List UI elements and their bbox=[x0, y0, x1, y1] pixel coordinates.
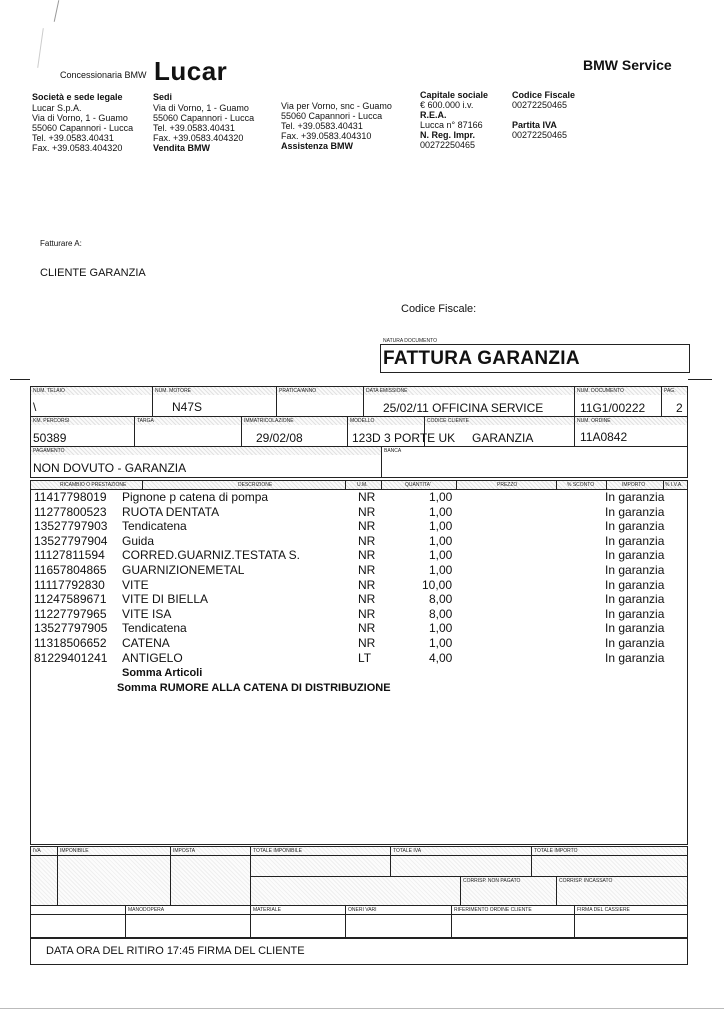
row-desc: VITE ISA bbox=[122, 606, 172, 621]
row-qty: 1,00 bbox=[429, 548, 453, 563]
grid-line bbox=[574, 386, 575, 416]
grid-line bbox=[30, 855, 688, 856]
row-importo: In garanzia bbox=[605, 490, 665, 504]
num-documento-value: 11G1/00222 bbox=[580, 401, 646, 415]
header-quantita: QUANTITA' bbox=[405, 482, 431, 488]
capitale-title: Capitale sociale bbox=[420, 90, 489, 100]
row-um: NR bbox=[358, 533, 376, 548]
table-row bbox=[34, 636, 664, 651]
grid-line bbox=[241, 416, 242, 446]
data-emissione-label: DATA EMISSIONE bbox=[366, 388, 408, 394]
row-desc: VITE DI BIELLA bbox=[122, 592, 209, 607]
row-qty: 4,00 bbox=[429, 650, 453, 665]
num-documento-label: NUM. DOCUMENTO bbox=[577, 388, 624, 394]
scan-mark bbox=[37, 28, 44, 68]
piva-title: Partita IVA bbox=[512, 120, 557, 130]
summary-articoli: Somma Articoli bbox=[122, 667, 203, 679]
row-code: 13527797905 bbox=[34, 621, 108, 636]
fiscal-col bbox=[512, 90, 575, 140]
num-ordine-value: 11A0842 bbox=[580, 430, 628, 444]
grid-line bbox=[30, 446, 688, 447]
table-row bbox=[34, 548, 664, 563]
grid-line bbox=[574, 905, 575, 938]
row-importo: In garanzia bbox=[605, 606, 665, 621]
nreg-value: 00272250465 bbox=[420, 140, 476, 150]
row-desc: RUOTA DENTATA bbox=[122, 504, 220, 519]
header-um: U.M. bbox=[357, 482, 368, 488]
row-desc: Guida bbox=[122, 533, 155, 548]
row-importo: In garanzia bbox=[605, 650, 665, 665]
row-qty: 1,00 bbox=[429, 563, 453, 577]
row-importo: In garanzia bbox=[605, 592, 665, 607]
col2-line: Fax. +39.0583.404320 bbox=[153, 133, 244, 143]
grid-line bbox=[456, 480, 457, 489]
table-row bbox=[34, 563, 664, 578]
grid-line bbox=[574, 416, 575, 446]
rea-value: Lucca n° 87166 bbox=[420, 120, 483, 130]
grid-line bbox=[381, 480, 382, 489]
col3-bold: Assistenza BMW bbox=[281, 141, 354, 151]
fatturare-label: Fatturare A: bbox=[40, 239, 82, 248]
totale-iva-label: TOTALE IVA bbox=[393, 848, 422, 854]
col2-bold: Vendita BMW bbox=[153, 143, 211, 153]
codice-fiscale-label: Codice Fiscale: bbox=[401, 303, 477, 315]
row-code: 13527797904 bbox=[34, 533, 108, 548]
row-code: 11318506652 bbox=[34, 636, 107, 650]
header-descrizione: DESCRIZIONE bbox=[238, 482, 273, 488]
row-importo: In garanzia bbox=[605, 533, 665, 548]
col1-line: 55060 Capannori - Lucca bbox=[32, 123, 134, 133]
codice-cliente-label: CODICE CLIENTE bbox=[427, 418, 469, 424]
grid-line bbox=[30, 416, 688, 417]
grid-line bbox=[170, 846, 171, 905]
col2-title: Sedi bbox=[153, 92, 173, 102]
row-um: LT bbox=[358, 650, 372, 665]
grid-line bbox=[531, 846, 532, 876]
grid-line bbox=[142, 480, 143, 489]
table-row bbox=[34, 621, 664, 636]
row-desc: GUARNIZIONEMETAL bbox=[122, 563, 245, 577]
grid-line bbox=[152, 386, 153, 416]
banca-label: BANCA bbox=[384, 448, 402, 454]
imposta-label: IMPOSTA bbox=[173, 848, 196, 854]
immatricolazione-value: 29/02/08 bbox=[256, 431, 303, 445]
row-qty: 1,00 bbox=[429, 636, 453, 650]
row-desc: CORRED.GUARNIZ.TESTATA S. bbox=[122, 548, 301, 563]
row-importo: In garanzia bbox=[605, 636, 665, 650]
row-desc: Pignone p catena di pompa bbox=[122, 490, 269, 504]
row-um: NR bbox=[358, 563, 376, 577]
row-importo: In garanzia bbox=[605, 577, 665, 592]
summary-rumore: Somma RUMORE ALLA CATENA DI DISTRIBUZIONE bbox=[117, 682, 391, 694]
row-um: NR bbox=[358, 519, 376, 534]
scan-edge bbox=[0, 1008, 724, 1009]
targa-label: TARGA bbox=[137, 418, 154, 424]
cf-value: 00272250465 bbox=[512, 100, 568, 110]
row-qty: 1,00 bbox=[429, 533, 453, 548]
data-emissione-value: 25/02/11 OFFICINA SERVICE bbox=[383, 401, 544, 415]
grid-line bbox=[390, 846, 391, 876]
row-importo: In garanzia bbox=[605, 504, 665, 519]
grid-line bbox=[663, 480, 664, 489]
col1-title: Società e sede legale bbox=[32, 92, 123, 102]
rea-title: R.E.A. bbox=[420, 110, 447, 120]
row-qty: 10,00 bbox=[422, 577, 453, 592]
table-row bbox=[34, 490, 664, 505]
grid-line bbox=[57, 846, 58, 905]
row-um: NR bbox=[358, 577, 376, 592]
grid-line bbox=[30, 914, 688, 915]
row-code: 81229401241 bbox=[34, 650, 108, 665]
bmw-service-title: BMW Service bbox=[583, 57, 672, 73]
col3-line: Via per Vorno, snc - Guamo bbox=[281, 101, 392, 111]
divider bbox=[10, 379, 30, 380]
header-ricambio: RICAMBIO O PRESTAZIONE bbox=[60, 482, 127, 488]
grid-line bbox=[661, 386, 662, 416]
grid-line bbox=[606, 480, 607, 489]
row-qty: 1,00 bbox=[429, 490, 453, 504]
col2-line: Tel. +39.0583.40431 bbox=[153, 123, 235, 133]
grid-line bbox=[345, 905, 346, 938]
totale-imponibile-label: TOTALE IMPONIBILE bbox=[253, 848, 302, 854]
pagamento-label: PAGAMENTO bbox=[33, 448, 65, 454]
manodopera-label: MANODOPERA bbox=[128, 907, 165, 913]
codice-cliente-value: GARANZIA bbox=[472, 431, 534, 445]
num-telaio-value: \ bbox=[33, 400, 37, 414]
col2-line: Via di Vorno, 1 - Guamo bbox=[153, 103, 249, 113]
firma-cassiere-label: FIRMA DEL CASSIERE bbox=[577, 907, 630, 913]
table-row bbox=[34, 592, 664, 607]
concessionaria-label: Concessionaria BMW bbox=[60, 70, 147, 80]
row-importo: In garanzia bbox=[605, 563, 665, 577]
num-motore-value: N47S bbox=[172, 400, 203, 414]
row-code: 11417798019 bbox=[34, 490, 107, 504]
num-ordine-label: NUM. ORDINE bbox=[577, 418, 611, 424]
grid-line bbox=[451, 905, 452, 938]
grid-line bbox=[381, 446, 382, 478]
row-qty: 1,00 bbox=[429, 621, 453, 636]
grid-line bbox=[556, 480, 557, 489]
nreg-title: N. Reg. Impr. bbox=[420, 130, 476, 140]
riferimento-label: RIFERIMENTO ORDINE CLIENTE bbox=[454, 907, 532, 913]
grid-line bbox=[345, 480, 346, 489]
cf-title: Codice Fiscale bbox=[512, 90, 576, 100]
assistenza-col bbox=[281, 101, 392, 151]
row-desc: CATENA bbox=[122, 636, 170, 650]
row-um: NR bbox=[358, 548, 376, 563]
sedi-col bbox=[153, 92, 254, 153]
header-sconto: % SCONTO bbox=[567, 482, 595, 488]
table-row bbox=[34, 607, 664, 622]
row-importo: In garanzia bbox=[605, 621, 665, 636]
row-importo: In garanzia bbox=[605, 548, 665, 563]
pickup-text: DATA ORA DEL RITIRO 17:45 FIRMA DEL CLIENTE bbox=[46, 945, 305, 957]
grid-line bbox=[134, 416, 135, 446]
col3-line: Tel. +39.0583.40431 bbox=[281, 121, 363, 131]
document-title: FATTURA GARANZIA bbox=[383, 348, 580, 369]
shade bbox=[31, 447, 381, 455]
natura-documento-label: NATURA DOCUMENTO bbox=[383, 338, 437, 344]
row-code: 11127811594 bbox=[34, 548, 105, 563]
pag-label: PAG. bbox=[664, 388, 676, 394]
col3-line: Fax. +39.0583.404310 bbox=[281, 131, 372, 141]
header-prezzo: PREZZO bbox=[497, 482, 518, 488]
table-row bbox=[34, 651, 664, 666]
grid-line bbox=[347, 416, 348, 446]
row-qty: 1,00 bbox=[429, 519, 453, 534]
row-um: NR bbox=[358, 606, 376, 621]
company-legal-col bbox=[32, 92, 133, 153]
row-um: NR bbox=[358, 490, 376, 504]
oneri-vari-label: ONERI VARI bbox=[348, 907, 377, 913]
corrisp-non-pagato-label: CORRISP. NON PAGATO bbox=[463, 878, 521, 884]
row-qty: 8,00 bbox=[429, 592, 453, 607]
row-desc: VITE bbox=[122, 577, 149, 592]
corrisp-incassato-label: CORRISP. INCASSATO bbox=[559, 878, 613, 884]
grid-line bbox=[250, 876, 688, 877]
immatricolazione-label: IMMATRICOLAZIONE bbox=[244, 418, 294, 424]
num-motore-label: NUM. MOTORE bbox=[155, 388, 192, 394]
pagamento-value: NON DOVUTO - GARANZIA bbox=[33, 461, 187, 475]
modello-label: MODELLO bbox=[350, 418, 375, 424]
row-code: 11247589671 bbox=[34, 592, 107, 607]
table-row bbox=[34, 578, 664, 593]
grid-line bbox=[30, 905, 688, 906]
brand-logo: Lucar bbox=[154, 56, 228, 86]
row-code: 11117792830 bbox=[34, 577, 105, 592]
pag-value: 2 bbox=[676, 401, 683, 415]
grid-line bbox=[460, 876, 461, 905]
row-code: 11227797965 bbox=[34, 606, 107, 621]
grid-line bbox=[125, 905, 126, 938]
col1-line: Fax. +39.0583.404320 bbox=[32, 143, 123, 153]
row-qty: 8,00 bbox=[429, 606, 453, 621]
row-qty: 1,00 bbox=[429, 504, 453, 519]
materiale-label: MATERIALE bbox=[253, 907, 281, 913]
grid-line bbox=[276, 386, 277, 416]
row-code: 11657804865 bbox=[34, 563, 107, 577]
scan-mark bbox=[54, 0, 60, 22]
col3-line: 55060 Capannori - Lucca bbox=[281, 111, 383, 121]
grid-line bbox=[556, 876, 557, 905]
totale-importo-label: TOTALE IMPORTO bbox=[534, 848, 578, 854]
num-telaio-label: NUM. TELAIO bbox=[33, 388, 65, 394]
piva-value: 00272250465 bbox=[512, 130, 568, 140]
km-label: KM. PERCORSI bbox=[33, 418, 70, 424]
km-value: 50389 bbox=[33, 431, 67, 445]
row-desc: Tendicatena bbox=[122, 519, 187, 534]
capitale-col bbox=[420, 90, 488, 150]
col1-line: Via di Vorno, 1 - Guamo bbox=[32, 113, 128, 123]
modello-value: 123D 3 PORTE UK bbox=[352, 431, 456, 445]
row-um: NR bbox=[358, 621, 376, 636]
header-importo: IMPORTO bbox=[622, 482, 646, 488]
col1-line: Tel. +39.0583.40431 bbox=[32, 133, 114, 143]
row-code: 13527797903 bbox=[34, 519, 108, 534]
row-importo: In garanzia bbox=[605, 519, 665, 534]
imponibile-label: IMPONIBILE bbox=[60, 848, 89, 854]
col2-line: 55060 Capannori - Lucca bbox=[153, 113, 255, 123]
capitale-value: € 600.000 i.v. bbox=[420, 100, 474, 110]
row-um: NR bbox=[358, 504, 376, 519]
divider bbox=[688, 379, 712, 380]
customer-name: CLIENTE GARANZIA bbox=[40, 267, 146, 279]
row-desc: ANTIGELO bbox=[122, 650, 183, 665]
row-um: NR bbox=[358, 592, 376, 607]
table-row bbox=[34, 519, 664, 534]
row-code: 11277800523 bbox=[34, 504, 107, 519]
row-um: NR bbox=[358, 636, 376, 650]
grid-line bbox=[250, 846, 251, 938]
grid-line bbox=[363, 386, 364, 416]
table-row bbox=[34, 534, 664, 549]
col1-line: Lucar S.p.A. bbox=[32, 103, 82, 113]
header-iva: % I.V.A. bbox=[665, 482, 683, 488]
iva-label: IVA bbox=[33, 848, 41, 854]
table-row bbox=[34, 505, 664, 520]
pratica-label: PRATICA/ANNO bbox=[279, 388, 317, 394]
row-desc: Tendicatena bbox=[122, 621, 187, 636]
